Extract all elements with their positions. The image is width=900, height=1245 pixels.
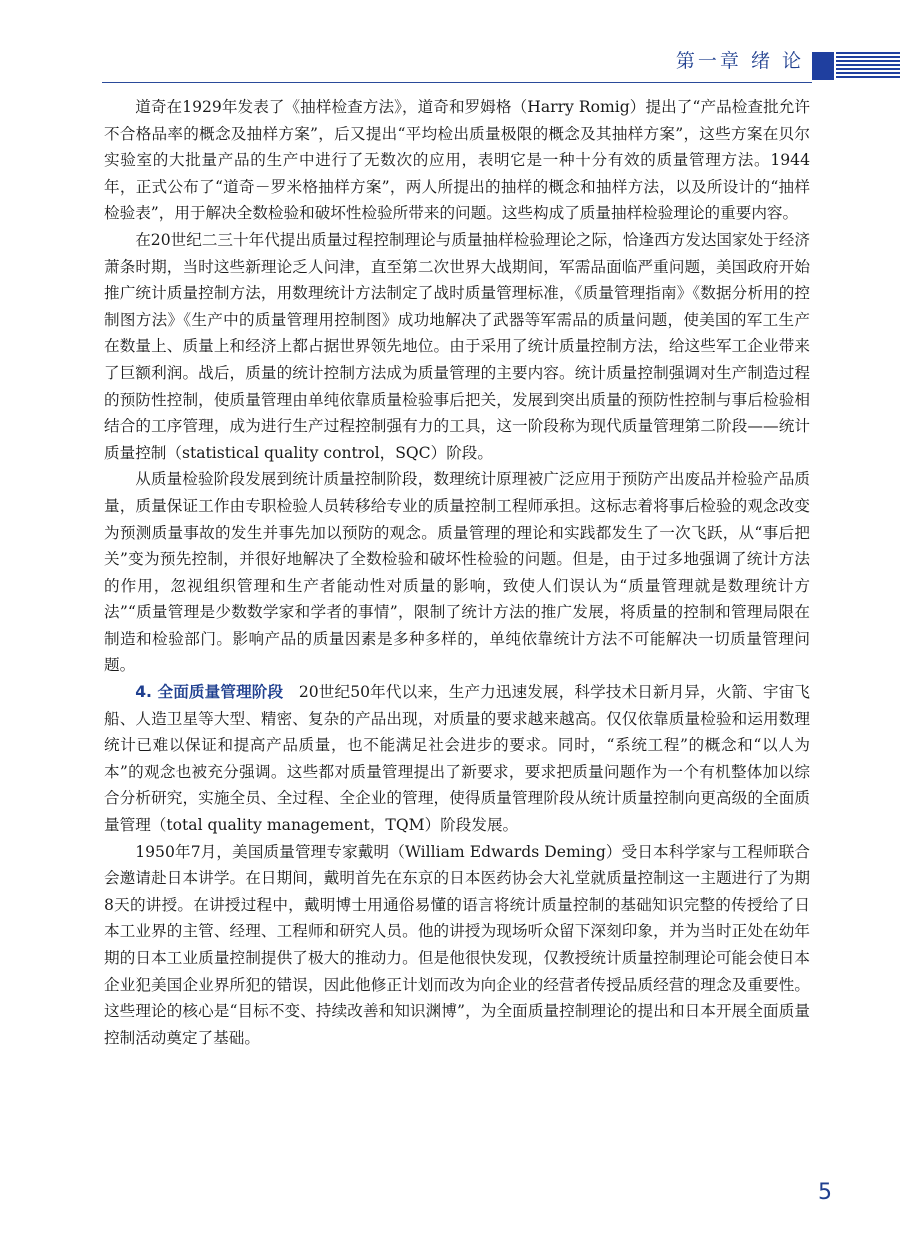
header-decoration	[812, 52, 900, 80]
page-header	[0, 0, 900, 90]
paragraph	[104, 94, 810, 227]
paragraph-text: 20世纪50年代以来，生产力迅速发展，科学技术日新月异，火箭、宇宙飞船、人造卫星等大型、精密、复杂的产品出现，对质量的要求越来越高。仅仅依靠质量检验和运用数理统计已难以保证和提高产品质量，也不能满足社会进步的要求。同时，“系统工程”的概念和“以人为本”的观念也被充分强调。这些都对质量管理提出了新要求，要求把质量问题作为一个有机整体加以综合分析研究，实施全员、全过程、全企业的管理，使得质量管理阶段从统计质量控制向更高级的全面质量管理（total quality management，TQM）阶段发展。	[104, 683, 811, 835]
header-block-stripes	[836, 52, 900, 80]
body-text	[104, 94, 810, 1051]
chapter-title: 第一章 绪 论	[675, 50, 804, 72]
paragraph-text: 道奇在1929年发表了《抽样检查方法》，道奇和罗姆格（Harry Romig）提出了“产品检查批允许不合格品率的概念及抽样方案”，后又提出“平均检出质量极限的概念及其抽样方案”，这些方案在贝尔实验室的大批量产品的生产中进行了无数次的应用，表明它是一种十分有效的质量管理方法。1944年，正式公布了“道奇－罗米格抽样方案”，两人所提出的抽样的概念和抽样方法，以及所设计的“抽样检验表”，用于解决全数检验和破坏性检验所带来的问题。这些构成了质量抽样检验理论的重要内容。	[104, 98, 810, 223]
paragraph-text: 从质量检验阶段发展到统计质量控制阶段，数理统计原理被广泛应用于预防产出废品并检验产品质量，质量保证工作由专职检验人员转移给专业的质量控制工程师承担。这标志着将事后检验的观念改变为预测质量事故的发生并事先加以预防的观念。质量管理的理论和实践都发生了一次飞跃，从“事后把关”变为预先控制，并很好地解决了全数检验和破坏性检验的问题。但是，由于过多地强调了统计方法的作用，忽视组织管理和生产者能动性对质量的影响，致使人们误认为“质量管理就是数理统计方法”“质量管理是少数数学家和学者的事情”，限制了统计方法的推广发展，将质量的控制和管理局限在制造和检验部门。影响产品的质量因素是多种多样的，单纯依靠统计方法不可能解决一切质量管理问题。	[104, 470, 810, 675]
paragraph	[104, 839, 810, 1052]
section-heading: 4. 全面质量管理阶段	[135, 683, 284, 702]
paragraph-text: 在20世纪二三十年代提出质量过程控制理论与质量抽样检验理论之际，恰逢西方发达国家处于经济萧条时期，当时这些新理论乏人问津，直至第二次世界大战期间，军需品面临严重问题，美国政府开始推广统计质量控制方法，用数理统计方法制定了战时质量管理标准，《质量管理指南》《数据分析用的控制图方法》《生产中的质量管理用控制图》成功地解决了武器等军需品的质量问题，使美国的军工生产在数量上、质量上和经济上都占据世界领先地位。由于采用了统计质量控制方法，给这些军工企业带来了巨额利润。战后，质量的统计控制方法成为质量管理的主要内容。统计质量控制强调对生产制造过程的预防性控制，使质量管理由单纯依靠质量检验事后把关，发展到突出质量的预防性控制与事后检验相结合的工序管理，成为进行生产过程控制强有力的工具，这一阶段称为现代质量管理第二阶段——统计质量控制（statistical quality control，SQC）阶段。	[104, 230, 810, 462]
page-number: 5	[818, 1180, 832, 1205]
header-rule	[102, 82, 812, 83]
header-block-solid	[812, 52, 834, 80]
paragraph	[104, 466, 810, 679]
paragraph	[104, 227, 810, 466]
paragraph	[104, 679, 810, 839]
paragraph-text: 1950年7月，美国质量管理专家戴明（William Edwards Deming）受日本科学家与工程师联合会邀请赴日本讲学。在日期间，戴明首先在东京的日本医药协会大礼堂就质量控制这一主题进行了为期8天的讲授。在讲授过程中，戴明博士用通俗易懂的语言将统计质量控制的基础知识完整的传授给了日本工业界的主管、经理、工程师和研究人员。他的讲授为现场听众留下深刻印象，并为当时正处在幼年期的日本工业质量控制提供了极大的推动力。但是他很快发现，仅教授统计质量控制理论可能会使日本企业犯美国企业界所犯的错误，因此他修正计划而改为向企业的经营者传授品质经营的理念及重要性。这些理论的核心是“目标不变、持续改善和知识渊博”，为全面质量控制理论的提出和日本开展全面质量控制活动奠定了基础。	[104, 842, 810, 1047]
